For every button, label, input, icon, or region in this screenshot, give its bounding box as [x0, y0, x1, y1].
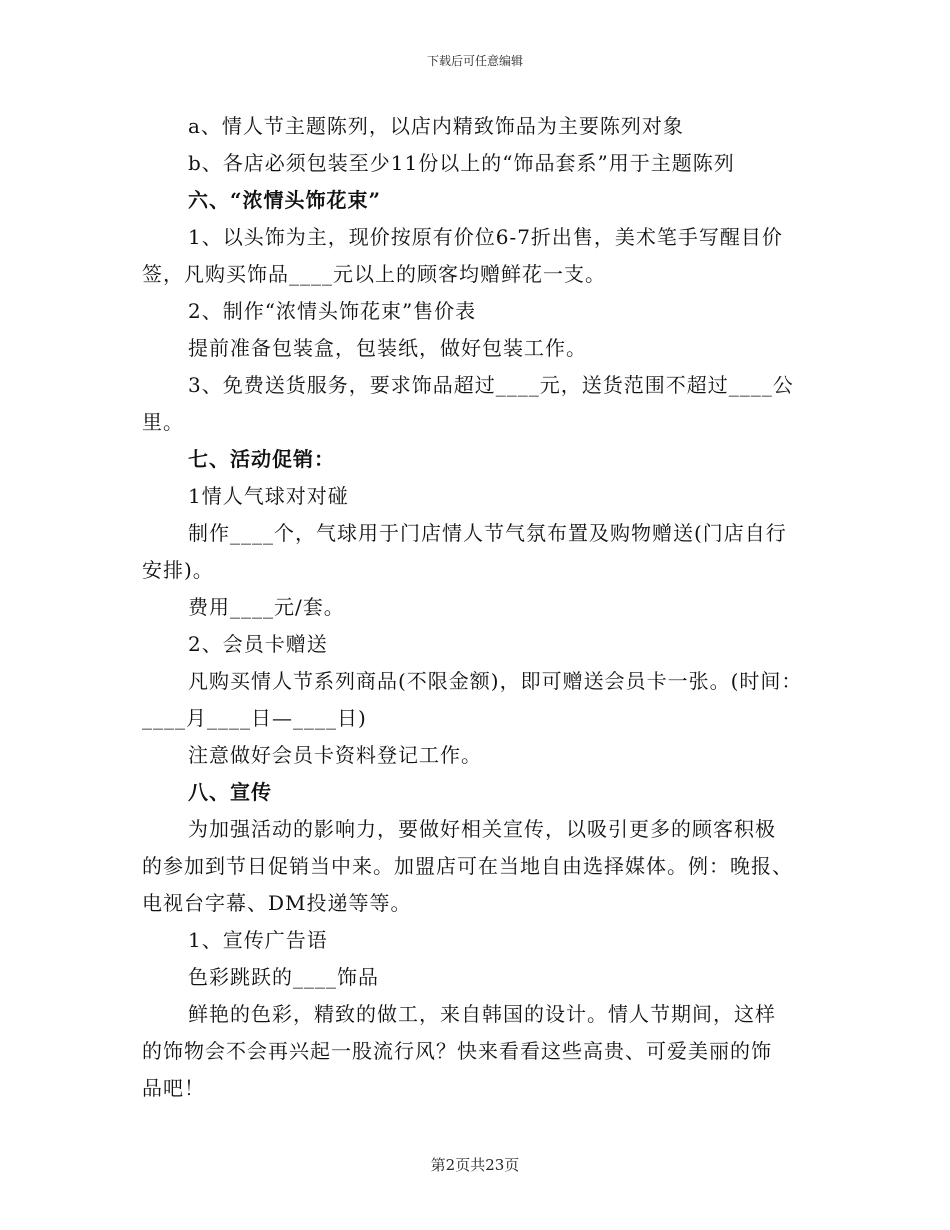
- paragraph-line: 凡购买情人节系列商品(不限金额)，即可赠送会员卡一张。(时间：: [188, 669, 803, 693]
- paragraph-line: 费用____元/套。: [188, 595, 345, 619]
- paragraph-line: 的参加到节日促销当中来。加盟店可在当地自由选择媒体。例：晚报、: [142, 854, 793, 878]
- paragraph-line: 1、宣传广告语: [188, 928, 328, 952]
- paragraph-line: 电视台字幕、DM投递等等。: [142, 891, 412, 915]
- paragraph-line: 提前准备包装盒，包装纸，做好包装工作。: [188, 336, 587, 360]
- paragraph-line: b、各店必须包装至少11份以上的“饰品套系”用于主题陈列: [188, 151, 735, 175]
- paragraph-line: 制作____个，气球用于门店情人节气氛布置及购物赠送(门店自行: [188, 521, 787, 545]
- document-body: [142, 108, 812, 1107]
- section-heading: 六、“浓情头饰花束”: [188, 188, 382, 212]
- paragraph-line: 里。: [142, 410, 184, 434]
- paragraph-line: 安排)。: [142, 558, 214, 582]
- section-heading: 七、活动促销：: [188, 447, 335, 471]
- paragraph-line: 注意做好会员卡资料登记工作。: [188, 743, 482, 767]
- paragraph-line: 为加强活动的影响力，要做好相关宣传，以吸引更多的顾客积极: [188, 817, 776, 841]
- paragraph-line: 签，凡购买饰品____元以上的顾客均赠鲜花一支。: [142, 262, 606, 286]
- paragraph-line: 1、以头饰为主，现价按原有价位6-7折出售，美术笔手写醒目价: [188, 225, 783, 249]
- paragraph-line: 品吧！: [142, 1076, 205, 1100]
- paragraph-line: 鲜艳的色彩，精致的做工，来自韩国的设计。情人节期间，这样: [188, 1002, 776, 1026]
- paragraph-line: ____月____日—____日): [142, 706, 367, 730]
- paragraph-line: 的饰物会不会再兴起一股流行风？快来看看这些高贵、可爱美丽的饰: [142, 1039, 772, 1063]
- paragraph-line: 2、会员卡赠送: [188, 632, 328, 656]
- paragraph-line: 色彩跳跃的____饰品: [188, 965, 379, 989]
- paragraph-line: 2、制作“浓情头饰花束”售价表: [188, 299, 477, 323]
- paragraph-line: 3、免费送货服务，要求饰品超过____元，送货范围不超过____公: [188, 373, 794, 397]
- page-footer: 第2页共23页: [430, 1156, 520, 1174]
- paragraph-line: 1情人气球对对碰: [188, 484, 349, 508]
- paragraph-line: a、情人节主题陈列，以店内精致饰品为主要陈列对象: [188, 114, 684, 138]
- page-header: 下载后可任意编辑: [426, 54, 523, 68]
- section-heading: 八、宣传: [188, 780, 272, 804]
